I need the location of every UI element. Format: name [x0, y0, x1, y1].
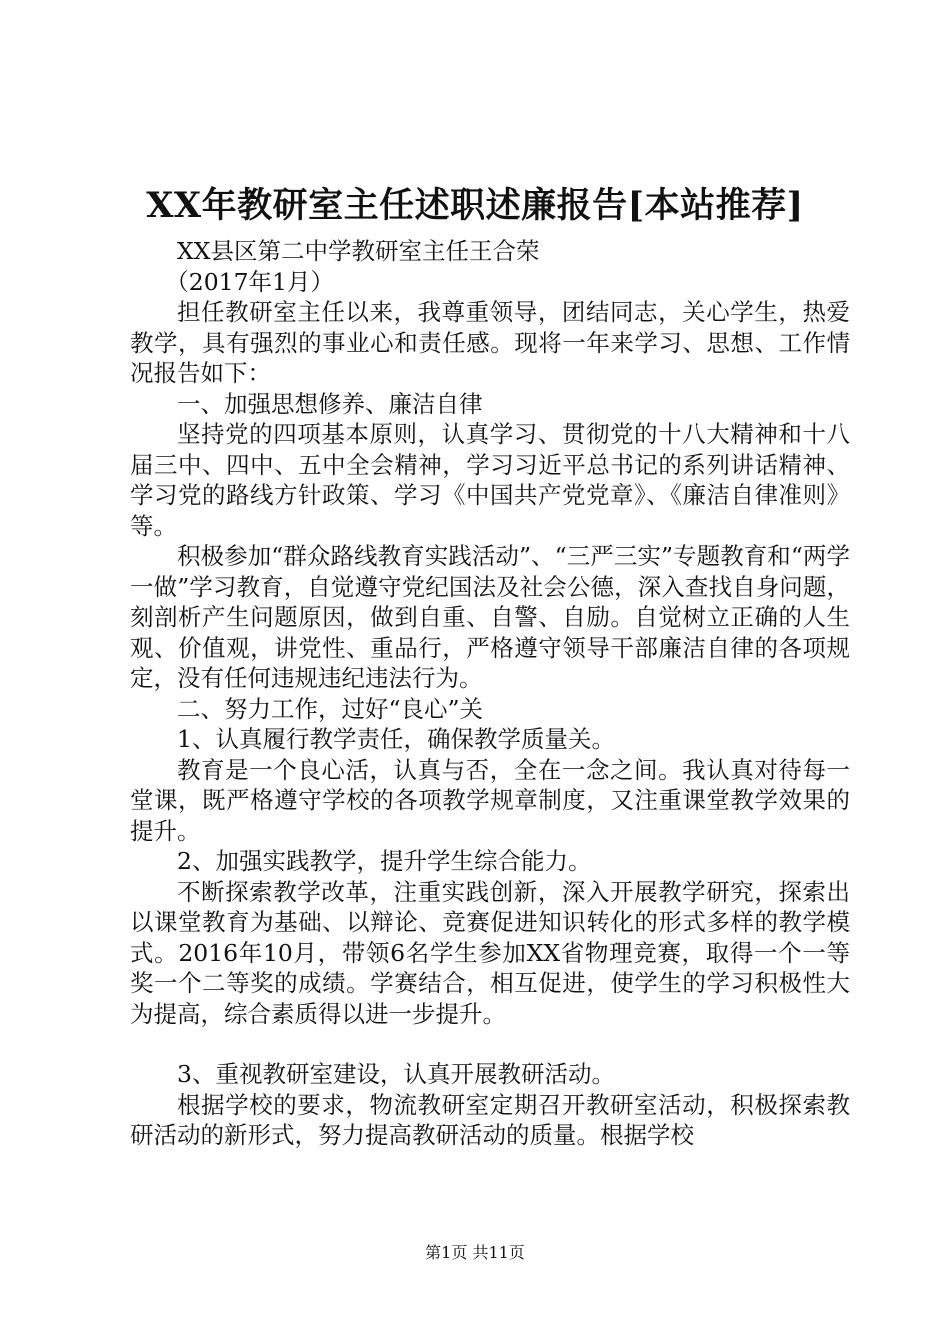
paragraph-intro: 担任教研室主任以来，我尊重领导，团结同志，关心学生，热爱教学，具有强烈的事业心和责任感。现将一年来学习、思想、工作情况报告如下：: [130, 298, 850, 387]
document-title: XX年教研室主任述职述廉报告[本站推荐]: [146, 185, 804, 226]
document-body: [130, 236, 850, 1151]
paragraph-teaching: 教育是一个良心活，认真与否，全在一念之间。我认真对待每一堂课，既严格遵守学校的各项教学规章制度，又注重课堂教学效果的提升。: [130, 755, 850, 845]
paragraph-research: 根据学校的要求，物流教研室定期召开教研室活动，积极探索教研活动的新形式，努力提高教研活动的质量。根据学校: [130, 1090, 850, 1149]
page-footer: 第1页 共11页: [425, 1243, 525, 1262]
subheading-2: 2、加强实践教学，提升学生综合能力。: [177, 847, 592, 875]
paragraph-practice: 不断探索教学改革，注重实践创新，深入开展教学研究，探索出以课堂教育为基础、以辩论、竞赛促进知识转化的形式多样的教学模式。2016年10月，带领6名学生参加XX省物理竞赛，取得一个一等奖一个二等奖的成绩。学赛结合，相互促进，使学生的学习积极性大为提高，综合素质得以进一步提升。: [130, 877, 850, 1028]
paragraph-study: 坚持党的四项基本原则，认真学习、贯彻党的十八大精神和十八届三中、四中、五中全会精神，学习习近平总书记的系列讲话精神、学习党的路线方针政策、学习《中国共产党党章》、《廉洁自律准则》等。: [130, 420, 850, 540]
author-line: XX县区第二中学教研室主任王合荣: [177, 237, 540, 265]
section-heading-2: 二、努力工作，过好“良心”关: [177, 694, 484, 723]
subheading-3: 3、重视教研室建设，认真开展教研活动。: [177, 1060, 615, 1088]
paragraph-activities: 积极参加“群众路线教育实践活动”、“三严三实”专题教育和“两学一做”学习教育，自觉遵守党纪国法及社会公德，深入查找自身问题，刻剖析产生问题原因，做到自重、自警、自励。自觉树立正确的人生观、价值观，讲党性、重品行，严格遵守领导干部廉洁自律的各项规定，没有任何违规违纪违法行为。: [130, 542, 850, 692]
date-line: （2017年1月）: [165, 267, 335, 296]
section-heading-1: 一、加强思想修养、廉洁自律: [177, 389, 483, 418]
subheading-1: 1、认真履行教学责任，确保教学质量关。: [177, 725, 615, 753]
paragraph-gap: [130, 1029, 850, 1059]
